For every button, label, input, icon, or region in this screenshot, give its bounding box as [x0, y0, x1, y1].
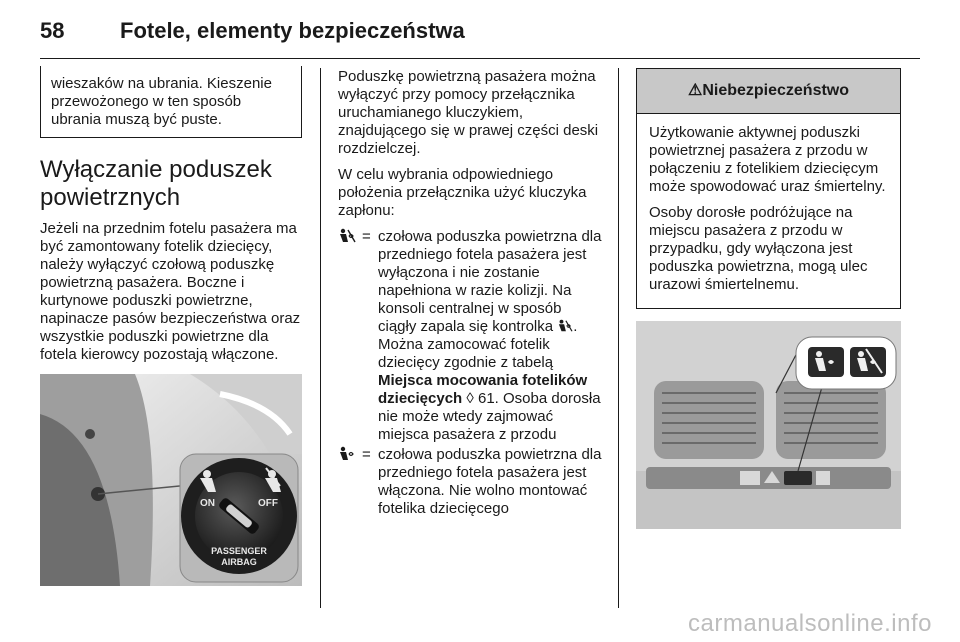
switch-label-passenger: PASSENGER — [211, 546, 267, 556]
airbag-on-icon — [338, 446, 362, 518]
continuation-box — [40, 66, 302, 138]
indicator-illustration — [636, 321, 901, 529]
airbag-off-icon — [338, 228, 362, 444]
warning-paragraph-2: Osoby dorosłe podróżujące na miejscu pasażera z przodu w przypadku, gdy wyłączona jest poduszka powietrzna, mogą ulec urazowi śmiertelnemu. — [649, 204, 868, 293]
page-header — [0, 0, 960, 60]
warning-title: Niebezpieczeństwo — [702, 82, 850, 99]
equals-sign: = — [362, 228, 371, 245]
header-rule — [40, 58, 920, 59]
section-heading: Wyłączanie poduszek powietrznych — [40, 156, 272, 211]
position-off-row — [338, 228, 602, 444]
page-ref-arrow-icon: ◊ — [466, 390, 474, 407]
paragraph-key-instruction: W celu wybrania odpowiedniego położenia przełącznika użyć kluczyka zapłonu: — [338, 166, 587, 219]
warning-box — [636, 68, 901, 309]
footer-watermark: carmanualsonline.info — [688, 610, 932, 637]
position-on-text: czołowa poduszka powietrzna dla przedniego fotela pasażera jest włączona. Nie wolno montować fotelika dziecięcego — [378, 446, 602, 517]
airbag-off-indicator-icon — [557, 319, 573, 333]
warning-header — [637, 69, 900, 114]
intro-paragraph: Jeżeli na przednim fotelu pasażera ma być zamontowany fotelik dziecięcy, należy wyłączyć czołową poduszkę powietrzną pasażera. Boczne i kurtynowe poduszki powietrzne, napinacze pasów bezpieczeństwa oraz wszystkie poduszki powietrzne dla fotela kierowcy pozostają włączone. — [40, 220, 301, 363]
column-2 — [338, 68, 602, 520]
switch-label-airbag: AIRBAG — [221, 557, 257, 567]
warning-triangle-icon: ⚠ — [687, 82, 703, 99]
def1-part-c: . Osoba dorosła nie może wtedy zajmować miejsca pasażera z przodu — [378, 390, 601, 443]
switch-label-off: OFF — [258, 498, 278, 509]
column-divider-1 — [320, 68, 321, 608]
def1-part-a: czołowa poduszka powietrzna dla przedniego fotela pasażera jest wyłączona i nie zostanie napełniona w razie kolizji. Na konsoli centralnej w sposób ciągły zapala się kontrolka — [378, 228, 602, 335]
column-3 — [636, 68, 901, 529]
paragraph-switch-location: Poduszkę powietrzną pasażera można wyłączyć przy pomocy przełącznika uruchamianego kluczykiem, znajdującego się w prawej części deski rozdzielczej. — [338, 68, 599, 157]
page-title: Fotele, elementy bezpieczeństwa — [120, 18, 465, 43]
column-divider-2 — [618, 68, 619, 608]
equals-sign: = — [362, 446, 371, 463]
column-1 — [40, 68, 302, 586]
position-off-text — [378, 228, 602, 444]
switch-positions-list — [338, 228, 602, 518]
position-on-row — [338, 446, 602, 518]
continuation-text: wieszaków na ubrania. Kieszenie przewożonego w ten sposób ubrania muszą być puste. — [51, 75, 272, 128]
page-number: 58 — [40, 18, 65, 43]
def1-part-b: . Można zamocować fotelik dziecięcy zgodnie z tabelą — [378, 318, 578, 371]
switch-label-on: ON — [200, 498, 215, 509]
child-seat-table-link[interactable]: Miejsca mocowania fotelików dziecięcych — [378, 372, 588, 407]
warning-paragraph-1: Użytkowanie aktywnej poduszki powietrznej pasażera z przodu w połączeniu z fotelikiem dziecięcym może spowodować uraz śmiertelny. — [649, 124, 886, 195]
airbag-switch-illustration — [40, 374, 302, 586]
warning-body — [637, 114, 900, 308]
airbag-switch-photo — [40, 374, 302, 586]
page-ref-number[interactable]: 61 — [477, 390, 495, 407]
indicator-photo — [636, 321, 901, 529]
